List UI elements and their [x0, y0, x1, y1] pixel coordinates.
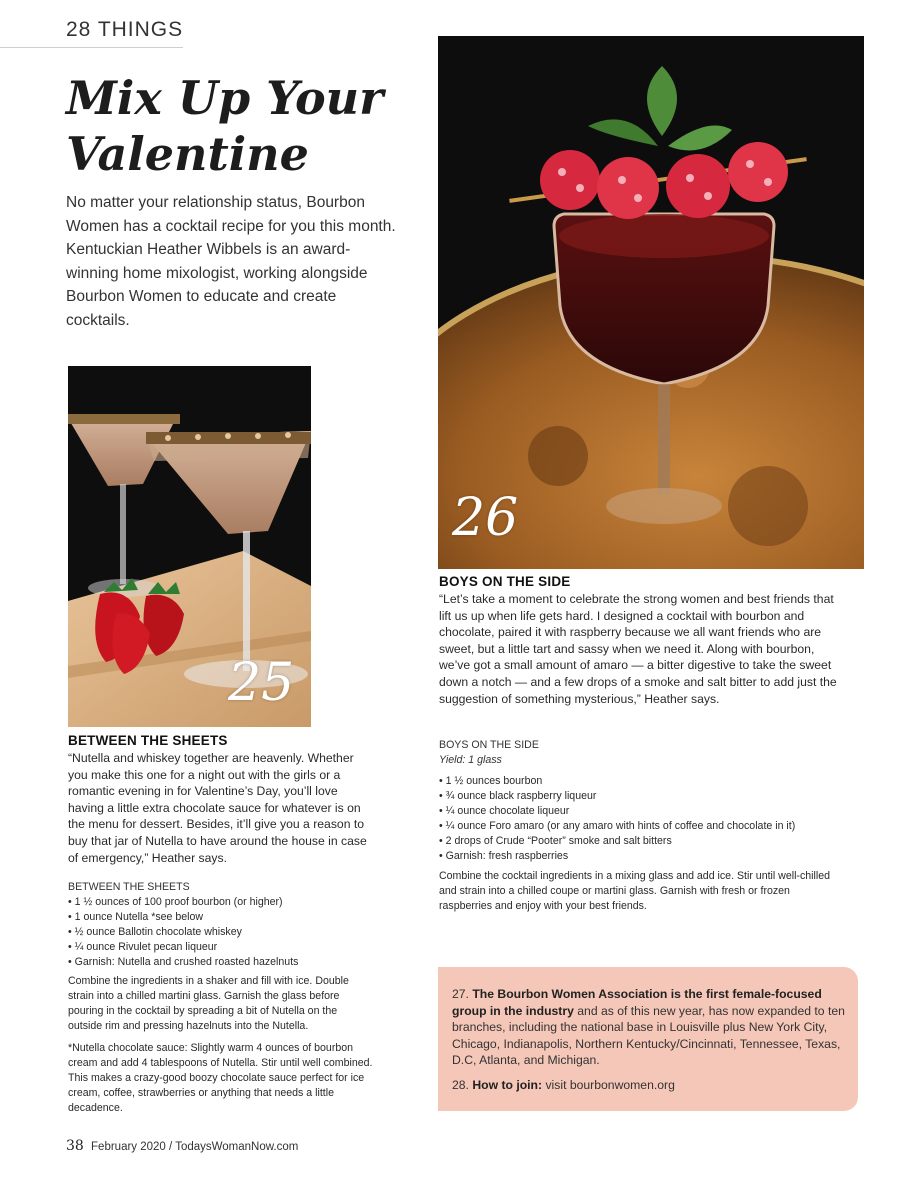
article-title [66, 70, 396, 182]
item-25-heading: BETWEEN THE SHEETS [68, 733, 228, 748]
page-number: 38 [66, 1138, 84, 1154]
item-number-25: 25 [228, 653, 295, 713]
item-28-number: 28. [452, 1077, 469, 1092]
list-item: • Garnish: fresh raspberries [439, 849, 849, 864]
list-item: • Garnish: Nutella and crushed roasted hazelnuts [68, 955, 368, 970]
item-28-link[interactable]: visit bourbonwomen.org [542, 1077, 675, 1092]
item-26-directions: Combine the cocktail ingredients in a mixing glass and add ice. Stir until well-chilled and strain into a chilled coupe or martini glass. Garnish with fresh or frozen raspberries and enjoy with your best friends. [439, 870, 830, 912]
title-line-1: Mix Up Your [66, 71, 384, 125]
item-26-recipe-title: BOYS ON THE SIDE [439, 739, 539, 751]
item-26-quote: “Let’s take a moment to celebrate the strong women and best friends that lift us up when life gets hard. I designed a cocktail with bourbon and chocolate, paired it with raspberry because we all want friends who are sweet, but a little tart and sassy when we need it. Along with bourbon, we’ve got a small amount of amaro — a bitter digestive to take the sweet down a notch — and a few drops of a smoke and salt bitter to add just the suggestion of something mysterious,” Heather says. [439, 592, 837, 706]
cocktail-photo-nutella [68, 366, 311, 727]
item-25-recipe-title: BETWEEN THE SHEETS [68, 881, 190, 893]
item-number-26: 26 [452, 488, 519, 548]
page-footer [66, 1138, 298, 1154]
item-26-heading: BOYS ON THE SIDE [439, 574, 571, 589]
item-27-number: 27. [452, 987, 469, 1001]
item-27-bold: The Bourbon Women Association is the first female-focused group in the industry [452, 987, 822, 1018]
article-intro: No matter your relationship status, Bourbon Women has a cocktail recipe for you this month. Kentuckian Heather Wibbels is an award-winning home mixologist, working alongside Bourbon Women to educate and create cocktails. [66, 194, 396, 329]
list-item: • ¼ ounce Foro amaro (or any amaro with hints of coffee and chocolate in it) [439, 819, 849, 834]
list-item: • ¼ ounce Rivulet pecan liqueur [68, 940, 368, 955]
title-line-2: Valentine [66, 127, 309, 181]
section-divider [0, 47, 183, 48]
item-25-note: *Nutella chocolate sauce: Slightly warm 4 ounces of bourbon cream and add 4 tablespoons of Nutella. Stir until well combined. This makes a crazy-good boozy chocolate sauce perfect for ice cream, coffee, strawberries or anything that needs a little decadence. [68, 1042, 373, 1114]
item-28-bold: How to join: [472, 1077, 543, 1092]
issue-info: February 2020 / TodaysWomanNow.com [91, 1141, 299, 1153]
section-label: 28 THINGS [66, 18, 184, 41]
list-item: • 2 drops of Crude “Pooter” smoke and salt bitters [439, 834, 849, 849]
list-item: • 1 ½ ounces of 100 proof bourbon (or higher) [68, 895, 368, 910]
cocktail-photo-raspberry [438, 36, 864, 569]
item-28 [452, 1077, 852, 1094]
item-27-rest: and as of this new year, has now expanded to ten branches, including the national base in Louisville plus New York City, Chicago, Indianapolis, Northern Kentucky/Cincinnati, Tennessee, Texas, D.C, Atlanta, and Michigan. [452, 1003, 845, 1067]
list-item: • ½ ounce Ballotin chocolate whiskey [68, 925, 368, 940]
item-26-yield: Yield: 1 glass [439, 754, 502, 766]
item-25-quote: “Nutella and whiskey together are heavenly. Whether you make this one for a night out with the girls or a romantic evening in for Valentine’s Day, you’ll love having a little extra chocolate sauce for whatever is on the menu for dessert. Besides, it’ll give you a reason to buy that jar of Nutella to have around the house in case of emergency,” Heather says. [68, 751, 367, 865]
callout-text [452, 986, 852, 1093]
list-item: • 1 ½ ounces bourbon [439, 774, 849, 789]
item-27 [452, 986, 852, 1069]
list-item: • ¾ ounce black raspberry liqueur [439, 789, 849, 804]
item-25-directions: Combine the ingredients in a shaker and fill with ice. Double strain into a chilled martini glass. Garnish the glass before pouring in the cocktail by spreading a bit of Nutella on the outside rim and pressing hazelnuts into the Nutella. [68, 975, 349, 1032]
item-25-ingredients [68, 895, 368, 970]
item-26-ingredients [439, 774, 849, 864]
list-item: • 1 ounce Nutella *see below [68, 910, 368, 925]
list-item: • ¼ ounce chocolate liqueur [439, 804, 849, 819]
